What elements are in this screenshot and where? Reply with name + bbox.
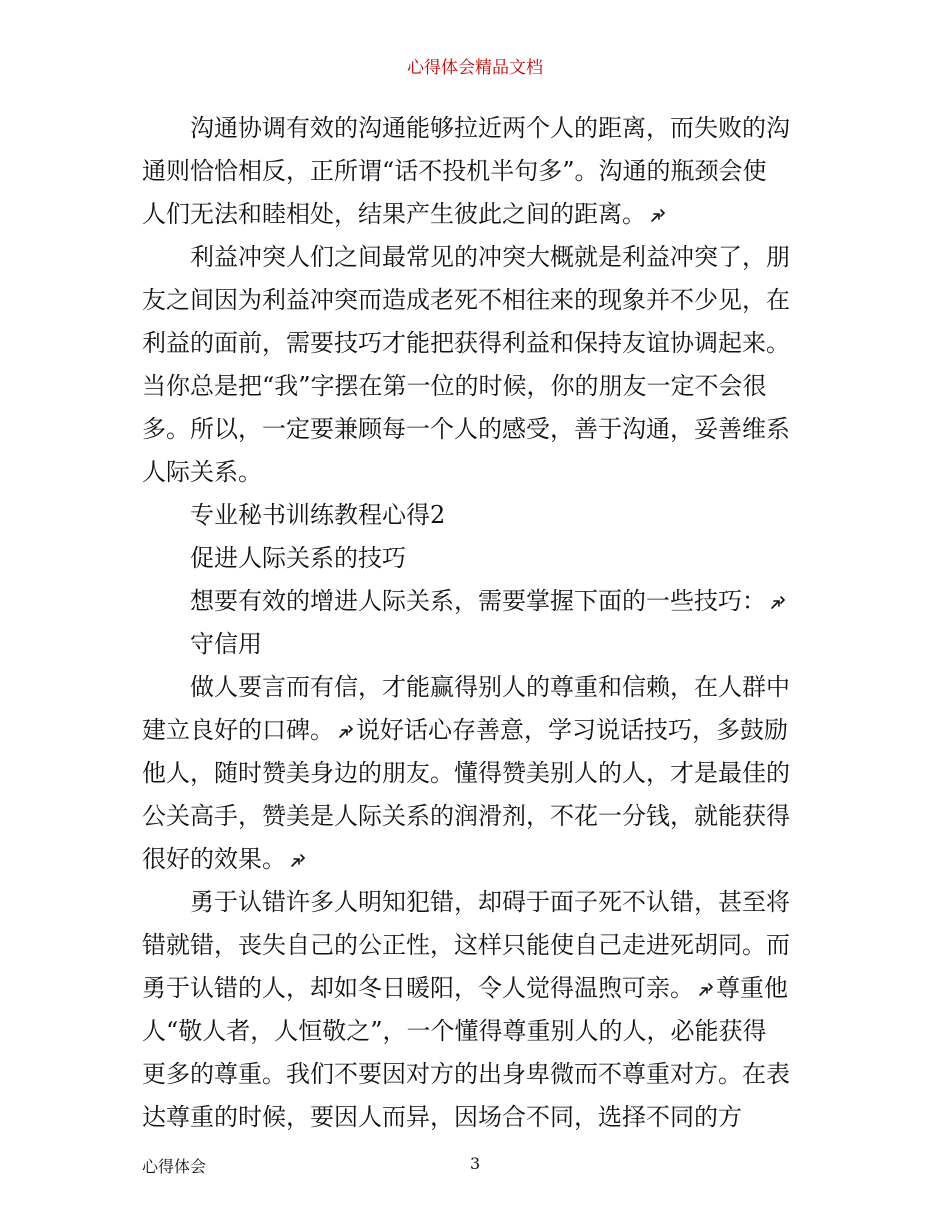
return-arrow-icon xyxy=(768,583,788,603)
text-line-content: 专业秘书训练教程心得2 xyxy=(190,501,446,529)
text-line xyxy=(142,451,814,494)
text-line xyxy=(142,494,814,537)
text-line-content: 错就错，丧失自己的公正性，这样只能使自己走进死胡同。而 xyxy=(142,931,790,959)
text-line-content: 沟通协调有效的沟通能够拉近两个人的距离，而失败的沟 xyxy=(190,114,790,142)
text-line-content: 利益冲突人们之间最常见的冲突大概就是利益冲突了，朋 xyxy=(190,243,790,271)
text-line-content: 更多的尊重。我们不要因对方的出身卑微而不尊重对方。在表 xyxy=(142,1060,790,1088)
page-number: 3 xyxy=(470,1154,481,1173)
text-line xyxy=(142,752,814,795)
text-line-content: 建立良好的口碑。 xyxy=(142,716,334,744)
text-line xyxy=(142,924,814,967)
text-line-content: 公关高手，赞美是人际关系的润滑剂，不花一分钱，就能获得 xyxy=(142,802,790,830)
text-line-content: 人“敬人者，人恒敬之”，一个懂得尊重别人的人，必能获得 xyxy=(142,1017,767,1045)
text-line-content: 勇于认错许多人明知犯错，却碍于面子死不认错，甚至将 xyxy=(190,888,790,916)
text-line-content: 人际关系。 xyxy=(142,458,262,486)
text-line xyxy=(142,795,814,838)
text-line-content: 友之间因为利益冲突而造成老死不相往来的现象并不少见，在 xyxy=(142,286,790,314)
text-line-continuation: 说好话心存善意，学习说话技巧，多鼓励 xyxy=(356,716,788,744)
text-line-content: 勇于认错的人，却如冬日暖阳，令人觉得温煦可亲。 xyxy=(142,974,694,1002)
text-line xyxy=(142,881,814,924)
text-line-content: 做人要言而有信，才能赢得别人的尊重和信赖，在人群中 xyxy=(190,673,790,701)
text-line-content: 当你总是把“我”字摆在第一位的时候，你的朋友一定不会很 xyxy=(142,372,767,400)
text-line xyxy=(142,107,814,150)
text-line xyxy=(142,408,814,451)
text-line-content: 达尊重的时候，要因人而异，因场合不同，选择不同的方 xyxy=(142,1103,742,1131)
page-footer-label: 心得体会 xyxy=(142,1157,207,1176)
text-line xyxy=(142,838,814,881)
text-line-content: 多。所以，一定要兼顾每一个人的感受，善于沟通，妥善维系 xyxy=(142,415,790,443)
text-line xyxy=(142,1053,814,1096)
page-header-title: 心得体会精品文档 xyxy=(407,58,543,78)
text-line xyxy=(142,279,814,322)
return-arrow-icon xyxy=(648,196,668,216)
text-line-content: 利益的面前，需要技巧才能把获得利益和保持友谊协调起来。 xyxy=(142,329,790,357)
return-arrow-icon xyxy=(336,712,356,732)
text-line-content: 守信用 xyxy=(190,630,262,658)
text-line-content: 人们无法和睦相处，结果产生彼此之间的距离。 xyxy=(142,200,646,228)
text-line xyxy=(142,365,814,408)
return-arrow-icon xyxy=(288,841,308,861)
document-body xyxy=(142,107,814,1139)
text-line xyxy=(142,666,814,709)
text-line-content: 想要有效的增进人际关系，需要掌握下面的一些技巧： xyxy=(190,587,766,615)
text-line xyxy=(142,623,814,666)
return-arrow-icon xyxy=(696,970,716,990)
text-line xyxy=(142,709,814,752)
text-line-content: 促进人际关系的技巧 xyxy=(190,544,406,572)
text-line-content: 他人，随时赞美身边的朋友。懂得赞美别人的人，才是最佳的 xyxy=(142,759,790,787)
text-line xyxy=(142,537,814,580)
text-line xyxy=(142,1096,814,1139)
text-line xyxy=(142,580,814,623)
text-line-content: 通则恰恰相反，正所谓“话不投机半句多”。沟通的瓶颈会使 xyxy=(142,157,767,185)
text-line xyxy=(142,1010,814,1053)
text-line-continuation: 尊重他 xyxy=(716,974,788,1002)
text-line xyxy=(142,193,814,236)
text-line xyxy=(142,236,814,279)
text-line xyxy=(142,322,814,365)
text-line xyxy=(142,967,814,1010)
text-line xyxy=(142,150,814,193)
text-line-content: 很好的效果。 xyxy=(142,845,286,873)
